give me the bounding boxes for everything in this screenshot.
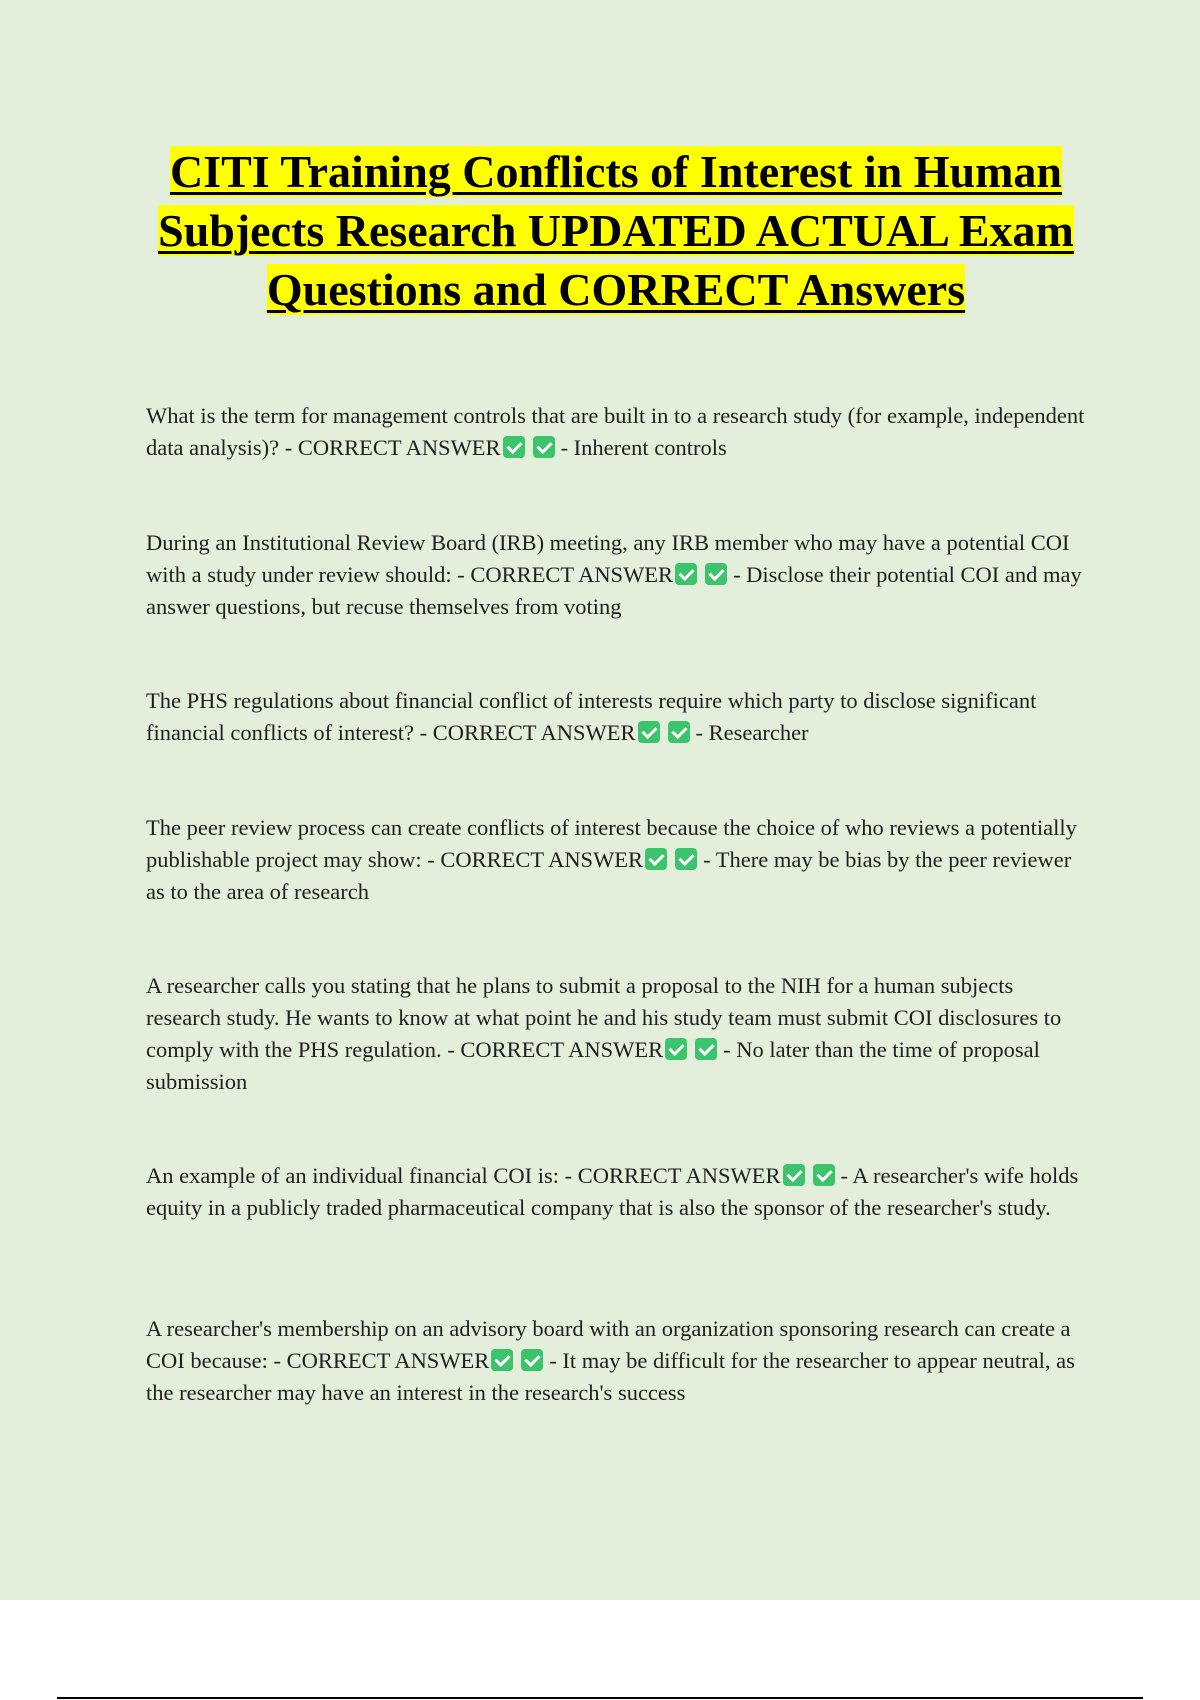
question-text: The PHS regulations about financial conflict of interests require which party to disclose significant financial conflicts of interest? bbox=[146, 688, 1037, 745]
qa-item-4 bbox=[146, 812, 1086, 908]
answer-text: - Inherent controls bbox=[560, 435, 727, 460]
answer-text: - A researcher's wife holds equity in a publicly traded pharmaceutical company that is also the sponsor of the researcher's study. bbox=[146, 1163, 1079, 1220]
footer-divider bbox=[57, 1697, 1143, 1699]
answer-text: - There may be bias by the peer reviewer as to the area of research bbox=[146, 847, 1072, 904]
check-mark-icon bbox=[668, 721, 690, 743]
check-mark-icon bbox=[675, 848, 697, 870]
answer-text: - It may be difficult for the researcher to appear neutral, as the researcher may have an interest in the research's success bbox=[146, 1348, 1075, 1405]
answer-marker: - CORRECT ANSWER bbox=[427, 847, 644, 872]
question-text: The peer review process can create conflicts of interest because the choice of who reviews a potentially publishable project may show: bbox=[146, 815, 1077, 872]
answer-marker: - CORRECT ANSWER bbox=[564, 1163, 781, 1188]
qa-item-3 bbox=[146, 685, 1086, 749]
qa-item-7 bbox=[146, 1313, 1086, 1409]
question-text: During an Institutional Review Board (IRB) meeting, any IRB member who may have a potential COI with a study under review should: bbox=[146, 530, 1070, 587]
answer-marker: - CORRECT ANSWER bbox=[447, 1037, 664, 1062]
check-mark-icon bbox=[783, 1164, 805, 1186]
answer-marker: - CORRECT ANSWER bbox=[419, 720, 636, 745]
question-text: A researcher calls you stating that he plans to submit a proposal to the NIH for a human subjects research study. He wants to know at what point he and his study team must submit COI disclosures to comply with the PHS regulation. bbox=[146, 973, 1062, 1062]
check-mark-icon bbox=[503, 436, 525, 458]
answer-marker: - CORRECT ANSWER bbox=[273, 1348, 490, 1373]
answer-marker: - CORRECT ANSWER bbox=[284, 435, 501, 460]
document-title bbox=[140, 142, 1092, 319]
qa-item-1 bbox=[146, 400, 1086, 464]
check-mark-icon bbox=[705, 563, 727, 585]
check-mark-icon bbox=[533, 436, 555, 458]
check-mark-icon bbox=[665, 1038, 687, 1060]
check-mark-icon bbox=[695, 1038, 717, 1060]
answer-text: - Researcher bbox=[695, 720, 809, 745]
question-text: A researcher's membership on an advisory board with an organization sponsoring research can create a COI because: bbox=[146, 1316, 1071, 1373]
question-text: What is the term for management controls that are built in to a research study (for example, independent data analysis)? bbox=[146, 403, 1085, 460]
check-mark-icon bbox=[638, 721, 660, 743]
answer-marker: - CORRECT ANSWER bbox=[457, 562, 674, 587]
answer-text: - No later than the time of proposal submission bbox=[146, 1037, 1040, 1094]
check-mark-icon bbox=[491, 1349, 513, 1371]
question-text: An example of an individual financial COI is: bbox=[146, 1163, 560, 1188]
check-mark-icon bbox=[675, 563, 697, 585]
check-mark-icon bbox=[521, 1349, 543, 1371]
qa-item-6 bbox=[146, 1160, 1086, 1224]
qa-item-5 bbox=[146, 970, 1086, 1098]
check-mark-icon bbox=[813, 1164, 835, 1186]
check-mark-icon bbox=[645, 848, 667, 870]
answer-text: - Disclose their potential COI and may answer questions, but recuse themselves from voting bbox=[146, 562, 1082, 619]
qa-item-2 bbox=[146, 527, 1086, 623]
document-title-text: CITI Training Conflicts of Interest in Human Subjects Research UPDATED ACTUAL Exam Questions and CORRECT Answers bbox=[158, 146, 1074, 315]
